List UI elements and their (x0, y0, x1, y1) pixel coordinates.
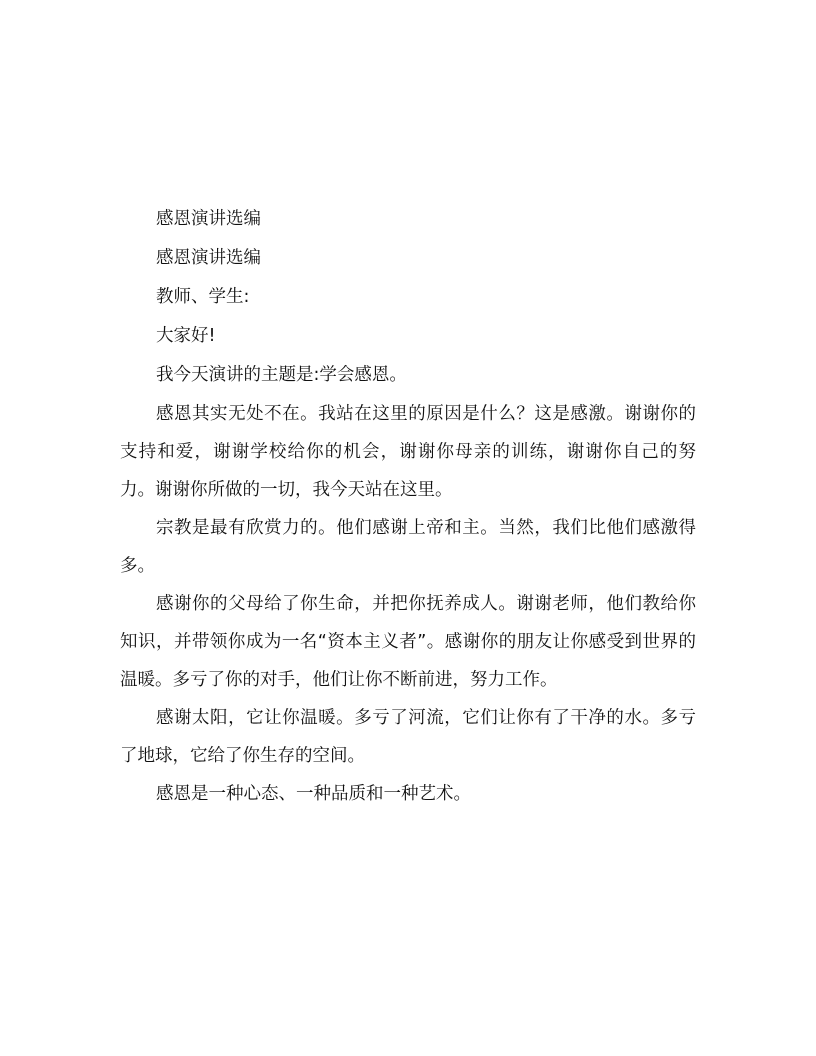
document-title: 感恩演讲选编 (156, 209, 261, 229)
speech-topic: 我今天演讲的主题是:学会感恩。 (156, 365, 407, 385)
greeting: 大家好! (156, 326, 216, 346)
paragraph: 感谢你的父母给了你生命，并把你抚养成人。谢谢老师，他们教给你知识，并带领你成为一名“资本主义者”。感谢你的朋友让你感受到世界的温暖。多亏了你的对手，他们让你不断前进，努力工作。 (120, 594, 696, 690)
document-subtitle: 感恩演讲选编 (156, 248, 261, 268)
paragraph: 宗教是最有欣赏力的。他们感谢上帝和主。当然，我们比他们感激得多。 (120, 518, 696, 576)
paragraph: 感谢太阳，它让你温暖。多亏了河流，它们让你有了干净的水。多亏了地球，它给了你生存的空间。 (120, 708, 696, 766)
paragraph: 感恩其实无处不在。我站在这里的原因是什么？这是感激。谢谢你的支持和爱，谢谢学校给你的机会，谢谢你母亲的训练，谢谢你自己的努力。谢谢你所做的一切，我今天站在这里。 (120, 404, 696, 500)
document-body (120, 200, 696, 813)
salutation: 教师、学生: (156, 287, 250, 307)
paragraph: 感恩是一种心态、一种品质和一种艺术。 (156, 784, 471, 804)
